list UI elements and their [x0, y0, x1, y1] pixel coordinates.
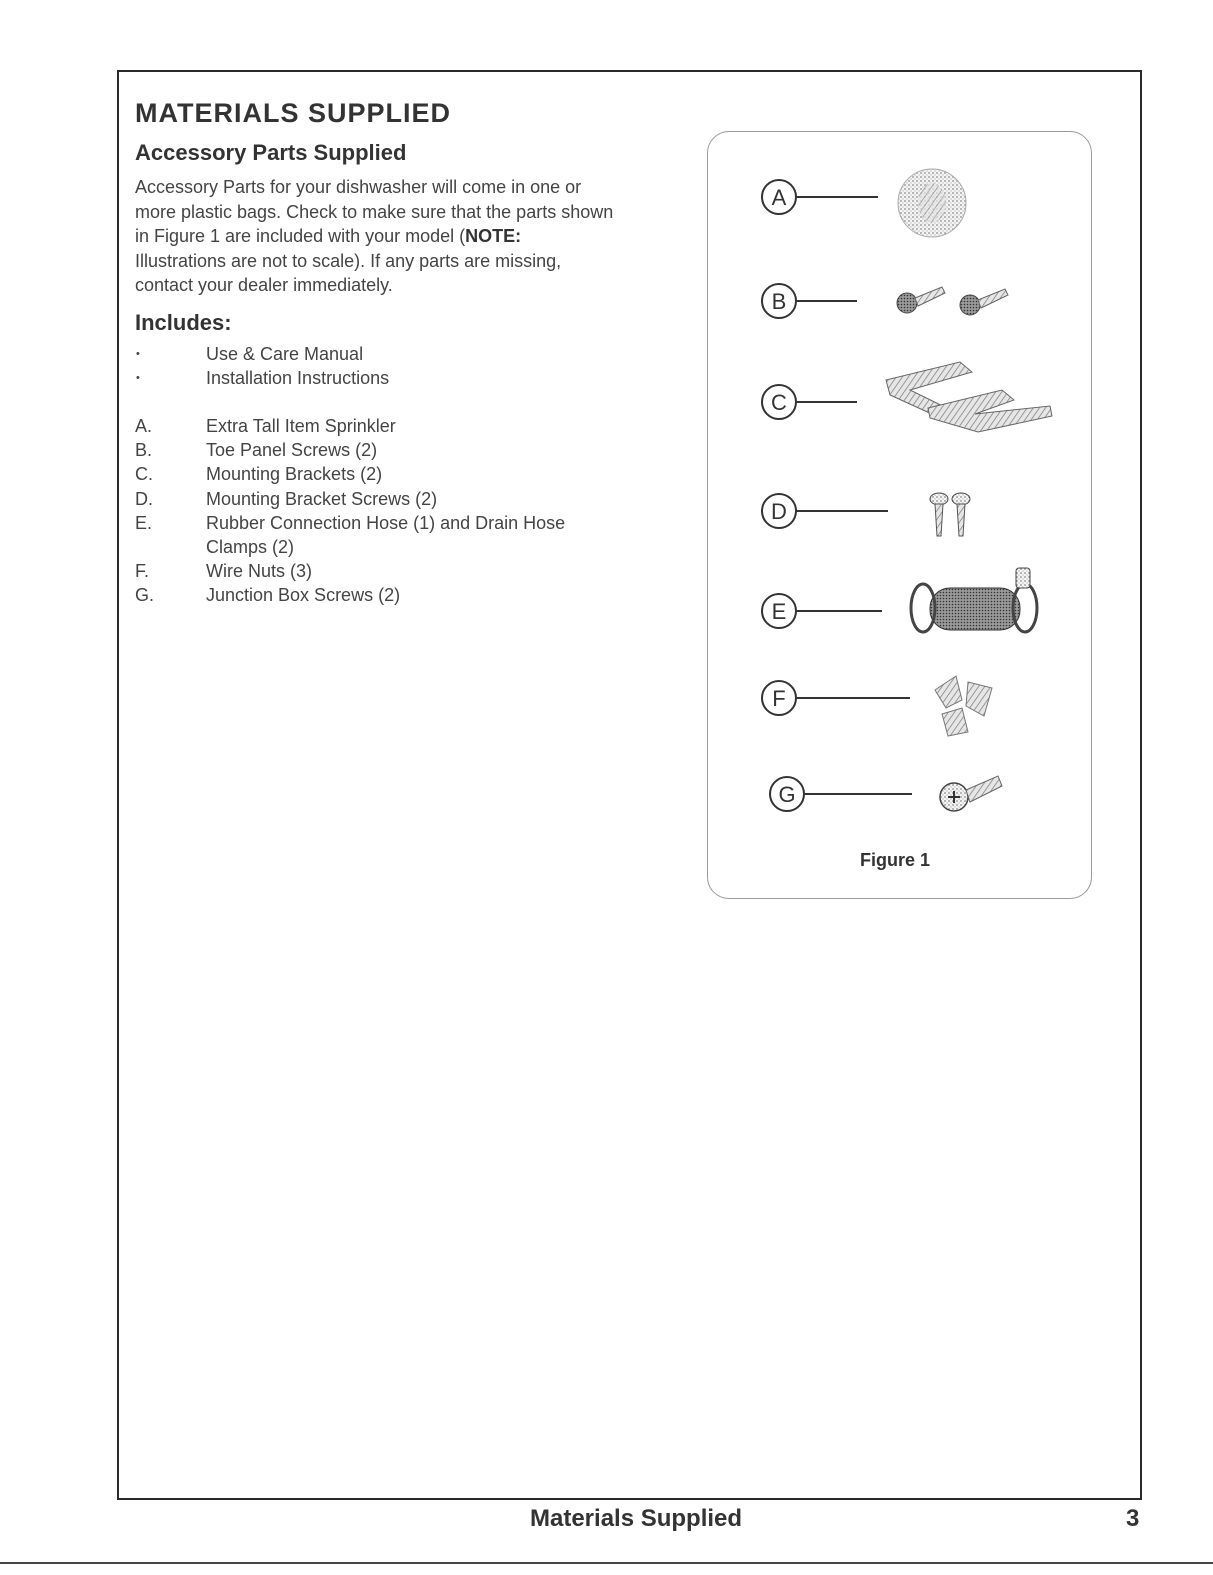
- part-letter: F.: [135, 561, 150, 582]
- part-text: Mounting Brackets (2): [206, 464, 383, 485]
- screw-icon: [897, 287, 945, 313]
- part-letter: G.: [135, 585, 155, 606]
- intro-text-2: Illustrations are not to scale). If any parts are missing, contact your dealer immediately.: [135, 250, 562, 295]
- part-text: Rubber Connection Hose (1) and Drain Hose Clamps (2): [206, 512, 566, 558]
- screw-icon: [960, 289, 1008, 315]
- callout-letter: G: [778, 782, 796, 807]
- callout-letter: D: [771, 499, 787, 524]
- screw-icon: [952, 493, 970, 536]
- part-letter: C.: [135, 464, 153, 485]
- figure-caption: Figure 1: [860, 850, 931, 870]
- part-letter: E.: [135, 512, 153, 533]
- clamp-screw-icon: [1016, 568, 1030, 588]
- callout-letter: B: [771, 289, 787, 314]
- callout-e: [762, 568, 1037, 632]
- callout-b: [762, 284, 1008, 318]
- part-text: Toe Panel Screws (2): [206, 440, 378, 461]
- bracket-icon: [928, 390, 1052, 432]
- note-label: NOTE:: [465, 226, 522, 246]
- callout-letter: E: [771, 599, 787, 624]
- list-item-text: Use & Care Manual: [206, 344, 364, 364]
- hose-icon: [930, 588, 1020, 630]
- intro-text-1: Accessory Parts for your dishwasher will come in one or more plastic bags. Check to make sure that the parts shown in Figure 1 are included with your model (: [135, 177, 614, 246]
- subsection-title: Accessory Parts Supplied: [135, 140, 407, 165]
- page-number: 3: [1126, 1505, 1140, 1532]
- callout-c: [762, 362, 1052, 432]
- callout-a: [762, 169, 966, 237]
- section-title: MATERIALS SUPPLIED: [135, 98, 452, 128]
- screw-icon: [930, 493, 948, 536]
- bullet-mark: •: [136, 348, 140, 360]
- callout-f: [762, 676, 992, 736]
- bullet-mark: •: [136, 372, 140, 385]
- list-item-text: Installation Instructions: [206, 368, 390, 389]
- sprinkler-hub-icon: [918, 183, 946, 223]
- footer-title: Materials Supplied: [530, 1505, 743, 1532]
- wire-nut-icon: [942, 708, 968, 736]
- part-letter: A.: [135, 416, 153, 436]
- callout-g: [770, 776, 1002, 811]
- wire-nut-icon: [935, 676, 962, 708]
- part-letter: B.: [135, 440, 153, 461]
- part-text: Mounting Bracket Screws (2): [206, 488, 438, 509]
- part-text: Junction Box Screws (2): [206, 585, 401, 606]
- screw-icon: [940, 776, 1002, 811]
- callout-letter: F: [772, 686, 786, 711]
- part-text: Extra Tall Item Sprinkler: [206, 416, 396, 436]
- part-letter: D.: [135, 488, 153, 509]
- callout-d: [762, 493, 970, 536]
- includes-title: Includes:: [135, 310, 232, 335]
- callout-letter: C: [771, 390, 787, 415]
- callout-letter: A: [771, 185, 787, 210]
- part-text: Wire Nuts (3): [206, 561, 313, 582]
- bottom-rule: [0, 1562, 1213, 1564]
- wire-nut-icon: [966, 682, 992, 716]
